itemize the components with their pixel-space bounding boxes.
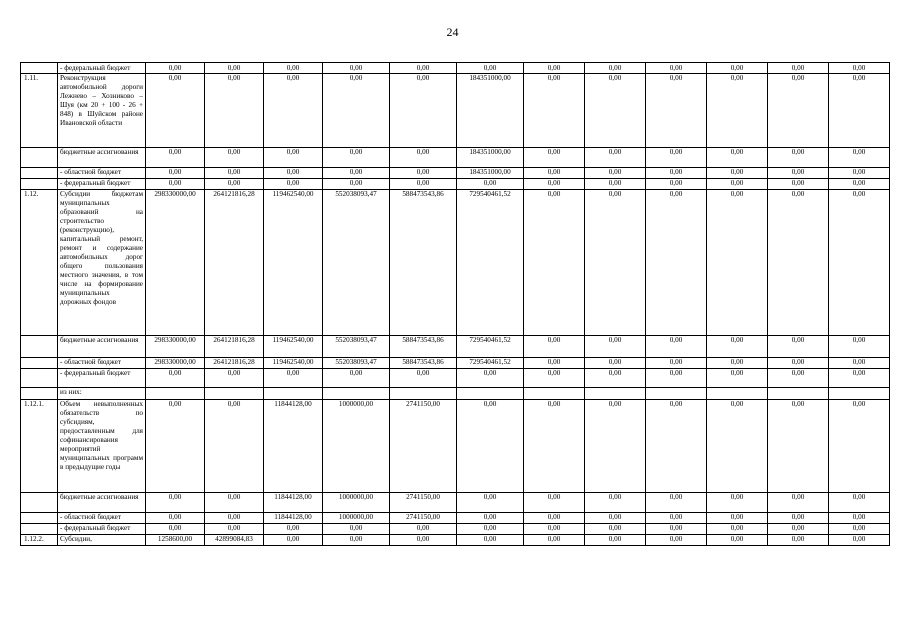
row-description-cell: бюджетные ассигнования (58, 147, 146, 167)
value-cell: 0,00 (146, 399, 205, 492)
value-cell: 0,00 (768, 357, 829, 368)
value-cell: 552038093,47 (323, 335, 390, 357)
value-cell: 0,00 (390, 73, 457, 147)
table-row (21, 335, 890, 357)
value-cell: 0,00 (205, 492, 264, 512)
value-cell (390, 387, 457, 399)
value-cell (707, 387, 768, 399)
value-cell: 119462540,00 (264, 335, 323, 357)
value-cell: 0,00 (264, 178, 323, 189)
value-cell: 0,00 (205, 399, 264, 492)
value-cell: 2741150,00 (390, 512, 457, 523)
row-code-cell: 1.11. (21, 73, 58, 147)
value-cell: 0,00 (768, 189, 829, 335)
value-cell: 0,00 (146, 167, 205, 178)
value-cell: 0,00 (457, 534, 524, 545)
row-code-cell (21, 335, 58, 357)
row-description-cell: - областной бюджет (58, 512, 146, 523)
value-cell: 0,00 (707, 335, 768, 357)
value-cell: 0,00 (768, 147, 829, 167)
value-cell: 0,00 (146, 63, 205, 74)
value-cell: 0,00 (323, 534, 390, 545)
value-cell: 0,00 (646, 335, 707, 357)
value-cell: 0,00 (646, 523, 707, 534)
value-cell: 0,00 (264, 63, 323, 74)
value-cell (323, 387, 390, 399)
value-cell: 184351000,00 (457, 167, 524, 178)
value-cell: 0,00 (524, 335, 585, 357)
value-cell: 0,00 (829, 357, 890, 368)
value-cell: 0,00 (707, 399, 768, 492)
value-cell: 298330000,00 (146, 189, 205, 335)
value-cell: 1000000,00 (323, 492, 390, 512)
value-cell: 0,00 (205, 512, 264, 523)
value-cell (829, 387, 890, 399)
value-cell: 0,00 (390, 147, 457, 167)
value-cell: 0,00 (524, 147, 585, 167)
value-cell: 0,00 (146, 73, 205, 147)
value-cell: 0,00 (829, 534, 890, 545)
value-cell: 729540461,52 (457, 335, 524, 357)
value-cell: 0,00 (205, 73, 264, 147)
value-cell: 0,00 (646, 368, 707, 387)
value-cell: 0,00 (205, 63, 264, 74)
value-cell: 0,00 (829, 167, 890, 178)
value-cell: 0,00 (646, 492, 707, 512)
value-cell: 0,00 (829, 368, 890, 387)
value-cell: 0,00 (323, 178, 390, 189)
value-cell (585, 387, 646, 399)
value-cell: 0,00 (768, 178, 829, 189)
value-cell (205, 387, 264, 399)
row-code-cell (21, 523, 58, 534)
value-cell: 0,00 (323, 523, 390, 534)
value-cell: 0,00 (707, 73, 768, 147)
value-cell: 0,00 (829, 73, 890, 147)
value-cell: 1000000,00 (323, 399, 390, 492)
value-cell: 0,00 (457, 399, 524, 492)
value-cell (524, 387, 585, 399)
value-cell: 264121816,28 (205, 335, 264, 357)
row-description-cell: Субсидии, (58, 534, 146, 545)
value-cell: 0,00 (646, 147, 707, 167)
value-cell: 1000000,00 (323, 512, 390, 523)
value-cell: 11844128,00 (264, 492, 323, 512)
table-row (21, 534, 890, 545)
value-cell: 0,00 (390, 167, 457, 178)
value-cell: 0,00 (646, 189, 707, 335)
value-cell: 0,00 (524, 492, 585, 512)
value-cell: 42899084,83 (205, 534, 264, 545)
value-cell: 0,00 (390, 63, 457, 74)
value-cell: 0,00 (707, 178, 768, 189)
value-cell: 0,00 (146, 147, 205, 167)
value-cell: 0,00 (585, 189, 646, 335)
row-code-cell (21, 178, 58, 189)
value-cell: 0,00 (264, 167, 323, 178)
value-cell: 0,00 (524, 63, 585, 74)
value-cell: 0,00 (585, 523, 646, 534)
row-code-cell (21, 512, 58, 523)
value-cell: 0,00 (457, 63, 524, 74)
value-cell: 1258600,00 (146, 534, 205, 545)
value-cell: 0,00 (524, 534, 585, 545)
table-row (21, 399, 890, 492)
value-cell: 0,00 (585, 147, 646, 167)
value-cell: 0,00 (457, 492, 524, 512)
value-cell: 0,00 (585, 178, 646, 189)
value-cell: 0,00 (524, 399, 585, 492)
value-cell (264, 387, 323, 399)
page-number: 24 (446, 25, 459, 39)
value-cell: 0,00 (264, 73, 323, 147)
value-cell: 588473543,86 (390, 189, 457, 335)
value-cell: 0,00 (264, 523, 323, 534)
table-row (21, 523, 890, 534)
row-description-cell: Реконструкция автомобильной дороги Лежнево – Хозниково – Шуя (км 20 + 100 - 26 + 848) в Шуйском районе Ивановской области (58, 73, 146, 147)
value-cell: 0,00 (646, 73, 707, 147)
value-cell: 0,00 (768, 63, 829, 74)
value-cell: 0,00 (323, 147, 390, 167)
value-cell: 0,00 (146, 512, 205, 523)
value-cell: 0,00 (146, 178, 205, 189)
table-row (21, 492, 890, 512)
value-cell: 2741150,00 (390, 492, 457, 512)
table-row (21, 387, 890, 399)
value-cell: 0,00 (768, 523, 829, 534)
value-cell: 0,00 (707, 534, 768, 545)
value-cell: 588473543,86 (390, 335, 457, 357)
row-description-cell: бюджетные ассигнования (58, 492, 146, 512)
value-cell: 0,00 (707, 368, 768, 387)
value-cell: 0,00 (457, 512, 524, 523)
value-cell: 0,00 (457, 368, 524, 387)
value-cell: 0,00 (146, 368, 205, 387)
table-row (21, 357, 890, 368)
value-cell: 11844128,00 (264, 512, 323, 523)
value-cell: 0,00 (457, 523, 524, 534)
value-cell: 0,00 (524, 167, 585, 178)
value-cell: 588473543,86 (390, 357, 457, 368)
value-cell: 184351000,00 (457, 73, 524, 147)
value-cell: 0,00 (707, 523, 768, 534)
value-cell: 0,00 (585, 534, 646, 545)
value-cell: 552038093,47 (323, 357, 390, 368)
value-cell: 2741150,00 (390, 399, 457, 492)
value-cell: 0,00 (829, 512, 890, 523)
value-cell: 0,00 (205, 178, 264, 189)
row-description-cell: из них: (58, 387, 146, 399)
value-cell: 0,00 (707, 189, 768, 335)
row-description-cell: - федеральный бюджет (58, 63, 146, 74)
row-description-cell: - областной бюджет (58, 167, 146, 178)
row-description-cell: - федеральный бюджет (58, 178, 146, 189)
value-cell: 0,00 (524, 189, 585, 335)
value-cell: 0,00 (390, 523, 457, 534)
value-cell: 0,00 (829, 523, 890, 534)
value-cell: 729540461,52 (457, 189, 524, 335)
value-cell: 0,00 (585, 399, 646, 492)
value-cell: 0,00 (457, 178, 524, 189)
value-cell: 119462540,00 (264, 189, 323, 335)
value-cell: 298330000,00 (146, 357, 205, 368)
row-description-cell: Субсидии бюджетам муниципальных образований на строительство (реконструкцию), капитальный ремонт, ремонт и содержание автомобильных дорог общего пользования местного значения, в том числе на формирование муниципальных дорожных фондов (58, 189, 146, 335)
row-code-cell: 1.12.2. (21, 534, 58, 545)
row-description-cell: бюджетные ассигнования (58, 335, 146, 357)
row-code-cell (21, 147, 58, 167)
value-cell: 0,00 (146, 523, 205, 534)
table-row (21, 73, 890, 147)
value-cell: 0,00 (768, 167, 829, 178)
value-cell: 0,00 (829, 63, 890, 74)
value-cell: 0,00 (646, 357, 707, 368)
value-cell: 0,00 (768, 73, 829, 147)
value-cell: 0,00 (829, 399, 890, 492)
value-cell: 0,00 (829, 492, 890, 512)
value-cell: 0,00 (585, 492, 646, 512)
table-row (21, 147, 890, 167)
value-cell: 0,00 (585, 357, 646, 368)
row-description-cell: - федеральный бюджет (58, 368, 146, 387)
value-cell: 0,00 (585, 335, 646, 357)
table-row (21, 512, 890, 523)
value-cell: 0,00 (646, 512, 707, 523)
value-cell: 0,00 (390, 368, 457, 387)
value-cell: 0,00 (524, 357, 585, 368)
value-cell: 0,00 (323, 63, 390, 74)
value-cell: 0,00 (390, 534, 457, 545)
value-cell: 0,00 (768, 492, 829, 512)
value-cell: 729540461,52 (457, 357, 524, 368)
value-cell: 0,00 (646, 534, 707, 545)
row-description-cell: - областной бюджет (58, 357, 146, 368)
budget-table (20, 62, 890, 546)
value-cell: 0,00 (585, 167, 646, 178)
value-cell (768, 387, 829, 399)
value-cell: 0,00 (524, 178, 585, 189)
value-cell: 0,00 (205, 368, 264, 387)
value-cell: 0,00 (205, 167, 264, 178)
table-row (21, 63, 890, 74)
value-cell: 0,00 (585, 73, 646, 147)
row-description-cell: - федеральный бюджет (58, 523, 146, 534)
table-row (21, 189, 890, 335)
value-cell: 0,00 (829, 147, 890, 167)
value-cell: 0,00 (829, 178, 890, 189)
value-cell: 0,00 (146, 492, 205, 512)
value-cell: 0,00 (323, 167, 390, 178)
value-cell: 0,00 (707, 167, 768, 178)
value-cell: 0,00 (768, 368, 829, 387)
row-code-cell (21, 492, 58, 512)
value-cell: 0,00 (205, 147, 264, 167)
value-cell: 184351000,00 (457, 147, 524, 167)
value-cell: 0,00 (646, 63, 707, 74)
value-cell: 0,00 (205, 523, 264, 534)
value-cell: 0,00 (264, 368, 323, 387)
row-code-cell (21, 387, 58, 399)
value-cell: 0,00 (829, 335, 890, 357)
value-cell: 0,00 (585, 512, 646, 523)
row-code-cell: 1.12. (21, 189, 58, 335)
value-cell: 0,00 (585, 63, 646, 74)
value-cell: 0,00 (323, 368, 390, 387)
table-row (21, 178, 890, 189)
value-cell: 264121816,28 (205, 357, 264, 368)
value-cell: 0,00 (323, 73, 390, 147)
value-cell: 0,00 (768, 335, 829, 357)
value-cell: 0,00 (768, 512, 829, 523)
value-cell: 0,00 (646, 178, 707, 189)
value-cell: 0,00 (524, 73, 585, 147)
value-cell: 0,00 (390, 178, 457, 189)
value-cell: 298330000,00 (146, 335, 205, 357)
value-cell (457, 387, 524, 399)
value-cell (646, 387, 707, 399)
value-cell: 11844128,00 (264, 399, 323, 492)
table-row (21, 167, 890, 178)
value-cell: 0,00 (829, 189, 890, 335)
value-cell: 264121816,28 (205, 189, 264, 335)
row-code-cell (21, 368, 58, 387)
value-cell: 0,00 (707, 512, 768, 523)
value-cell: 0,00 (707, 357, 768, 368)
value-cell: 0,00 (707, 63, 768, 74)
row-code-cell (21, 167, 58, 178)
value-cell: 0,00 (264, 534, 323, 545)
value-cell: 0,00 (768, 399, 829, 492)
value-cell (146, 387, 205, 399)
value-cell: 0,00 (707, 147, 768, 167)
row-code-cell (21, 357, 58, 368)
value-cell: 0,00 (768, 534, 829, 545)
value-cell: 0,00 (524, 523, 585, 534)
value-cell: 0,00 (646, 167, 707, 178)
table-row (21, 368, 890, 387)
value-cell: 0,00 (646, 399, 707, 492)
value-cell: 0,00 (524, 512, 585, 523)
value-cell: 0,00 (707, 492, 768, 512)
value-cell: 0,00 (264, 147, 323, 167)
row-code-cell: 1.12.1. (21, 399, 58, 492)
value-cell: 552038093,47 (323, 189, 390, 335)
value-cell: 0,00 (524, 368, 585, 387)
value-cell: 0,00 (585, 368, 646, 387)
row-description-cell: Объем невыполненных обязательств по субсидиям, предоставленным для софинансирования мероприятий муниципальных программ в предыдущие годы (58, 399, 146, 492)
row-code-cell (21, 63, 58, 74)
value-cell: 119462540,00 (264, 357, 323, 368)
